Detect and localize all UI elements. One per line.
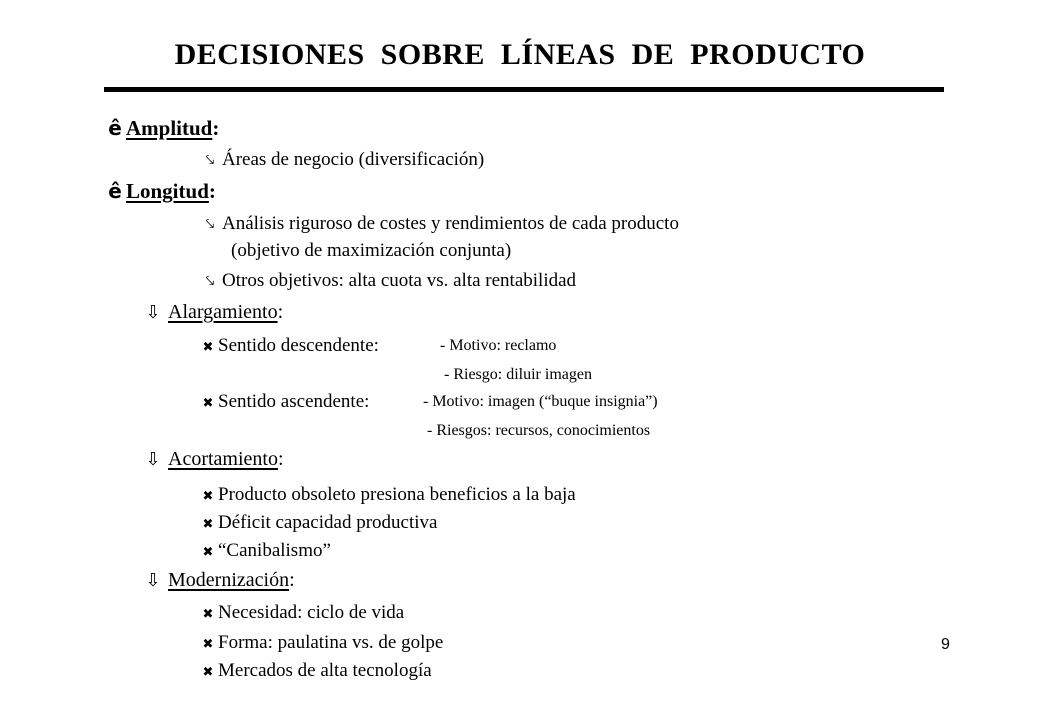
check-arrow-icon: ê [108, 179, 122, 203]
asc-riesgos: - Riesgos: recursos, conocimientos [427, 422, 651, 439]
cross-icon: ✖ [202, 517, 214, 532]
diagonal-arrow-icon: ⤥ [205, 272, 215, 290]
heading-label: Amplitud [126, 116, 213, 140]
longitud-item: ⤥ Otros objetivos: alta cuota vs. alta rentabilidad [200, 271, 576, 290]
section-label: Modernización [168, 569, 290, 591]
page-number: 9 [941, 636, 950, 653]
diagonal-arrow-icon: ⤥ [205, 151, 215, 169]
diagonal-arrow-icon: ⤥ [205, 215, 215, 233]
section-acortamiento: ⇩ Acortamiento: [142, 449, 284, 469]
longitud-item: ⤥ Análisis riguroso de costes y rendimientos de cada producto [200, 214, 679, 233]
title-underline [104, 87, 944, 92]
cross-icon: ✖ [202, 340, 214, 355]
section-label: Alargamiento [168, 301, 278, 323]
check-arrow-icon: ê [108, 116, 122, 140]
section-label: Acortamiento [168, 448, 278, 470]
down-arrow-icon: ⇩ [145, 302, 161, 323]
section-modernizacion: ⇩ Modernización: [142, 570, 295, 590]
desc-riesgo: - Riesgo: diluir imagen [444, 366, 592, 383]
amplitud-item: ⤥ Áreas de negocio (diversificación) [200, 150, 484, 169]
alargamiento-item: ✖ Sentido ascendente: [200, 392, 369, 411]
down-arrow-icon: ⇩ [145, 570, 161, 591]
heading-amplitud: ê Amplitud: [104, 118, 219, 139]
asc-motivo: - Motivo: imagen (“buque insignia”) [423, 393, 658, 410]
alargamiento-item: ✖ Sentido descendente: [200, 336, 379, 355]
down-arrow-icon: ⇩ [145, 449, 161, 470]
cross-icon: ✖ [202, 665, 214, 680]
slide-title: DECISIONES SOBRE LÍNEAS DE PRODUCTO [174, 38, 866, 71]
acortamiento-item: ✖ “Canibalismo” [200, 541, 331, 560]
cross-icon: ✖ [202, 396, 214, 411]
heading-longitud: ê Longitud: [104, 181, 216, 202]
heading-label: Longitud [126, 179, 209, 203]
cross-icon: ✖ [202, 489, 214, 504]
modernizacion-item: ✖ Mercados de alta tecnología [200, 661, 432, 680]
longitud-item-continuation: (objetivo de maximización conjunta) [231, 240, 512, 261]
cross-icon: ✖ [202, 545, 214, 560]
acortamiento-item: ✖ Déficit capacidad productiva [200, 513, 437, 532]
modernizacion-item: ✖ Forma: paulatina vs. de golpe [200, 633, 443, 652]
cross-icon: ✖ [202, 637, 214, 652]
cross-icon: ✖ [202, 607, 214, 622]
acortamiento-item: ✖ Producto obsoleto presiona beneficios a la baja [200, 485, 576, 504]
modernizacion-item: ✖ Necesidad: ciclo de vida [200, 603, 404, 622]
desc-motivo: - Motivo: reclamo [440, 337, 557, 354]
section-alargamiento: ⇩ Alargamiento: [142, 302, 283, 322]
